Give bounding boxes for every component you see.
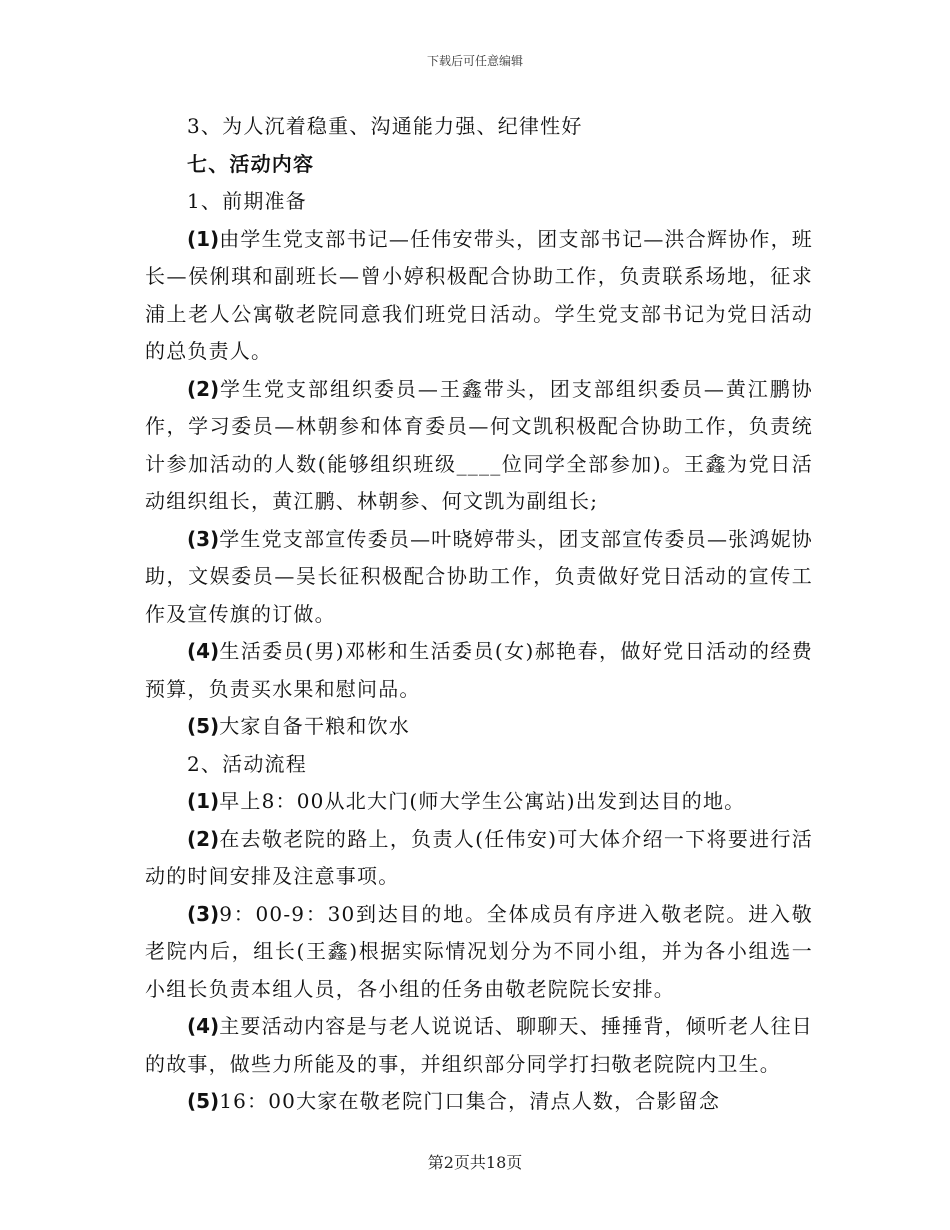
paragraph-text: 在去敬老院的路上，负责人(任伟安)可大体介绍一下将要进行活动的时间安排及注意事项。 [145,826,813,888]
item-number: (4) [187,1014,220,1038]
page-header: 下载后可任意编辑 [426,54,523,68]
paragraph-flow-5 [145,1083,813,1121]
section-heading-activity-content: 七、活动内容 [187,151,315,176]
paragraph-text: 16：00大家在敬老院门口集合，清点人数，合影留念 [219,1089,721,1113]
item-number: (4) [187,639,220,663]
paragraph-text: 学生党支部宣传委员—叶晓婷带头，团支部宣传委员—张鸿妮协助，文娱委员—吴长征积极配合协助工作，负责做好党日活动的宣传工作及宣传旗的订做。 [145,526,813,626]
paragraph-text: 9：00-9：30到达目的地。全体成员有序进入敬老院。进入敬老院内后，组长(王鑫)根据实际情况划分为不同小组，并为各小组选一小组长负责本组人员，各小组的任务由敬老院院长安排。 [145,901,813,1001]
paragraph-text: 由学生党支部书记—任伟安带头，团支部书记—洪合辉协作，班长—侯俐琪和副班长—曾小婷积极配合协助工作，负责联系场地，征求浦上老人公寓敬老院同意我们班党日活动。学生党支部书记为党日活动的总负责人。 [145,226,813,363]
paragraph-flow-4 [145,1008,813,1083]
paragraph-text: 大家自备干粮和饮水 [219,714,411,738]
paragraph-prep-2 [145,371,813,521]
document-body [145,108,813,1121]
paragraph-text: 生活委员(男)邓彬和生活委员(女)郝艳春，做好党日活动的经费预算，负责买水果和慰问品。 [145,639,813,701]
paragraph-flow-3 [145,896,813,1009]
paragraph-flow-1 [145,783,813,821]
paragraph-flow-2 [145,821,813,896]
paragraph-text: 学生党支部组织委员—王鑫带头，团支部组织委员—黄江鹏协作，学习委员—林朝参和体育委员—何文凯积极配合协助工作，负责统计参加活动的人数(能够组织班级____位同学全部参加)。王鑫为党日活动组织组长，黄江鹏、林朝参、何文凯为副组长; [145,376,813,513]
item-number: (2) [187,376,220,401]
item-number: (5) [187,714,220,738]
paragraph-prep-4 [145,633,813,708]
paragraph-requirement-3: 3、为人沉着稳重、沟通能力强、纪律性好 [187,114,583,138]
item-number: (5) [187,1089,220,1113]
page-footer: 第2页共18页 [427,1153,523,1172]
item-number: (3) [187,526,220,551]
paragraph-prep-3 [145,521,813,634]
paragraph-text: 主要活动内容是与老人说说话、聊聊天、捶捶背，倾听老人往日的故事，做些力所能及的事，并组织部分同学打扫敬老院院内卫生。 [145,1014,813,1076]
subheading-activity-flow: 2、活动流程 [187,751,307,776]
item-number: (3) [187,901,220,926]
item-number: (1) [187,789,220,813]
paragraph-text: 早上8：00从北大门(师大学生公寓站)出发到达目的地。 [219,789,746,813]
item-number: (2) [187,826,220,851]
paragraph-prep-1 [145,221,813,371]
item-number: (1) [187,226,220,251]
paragraph-prep-5 [145,708,813,746]
subheading-preparation: 1、前期准备 [187,189,307,213]
